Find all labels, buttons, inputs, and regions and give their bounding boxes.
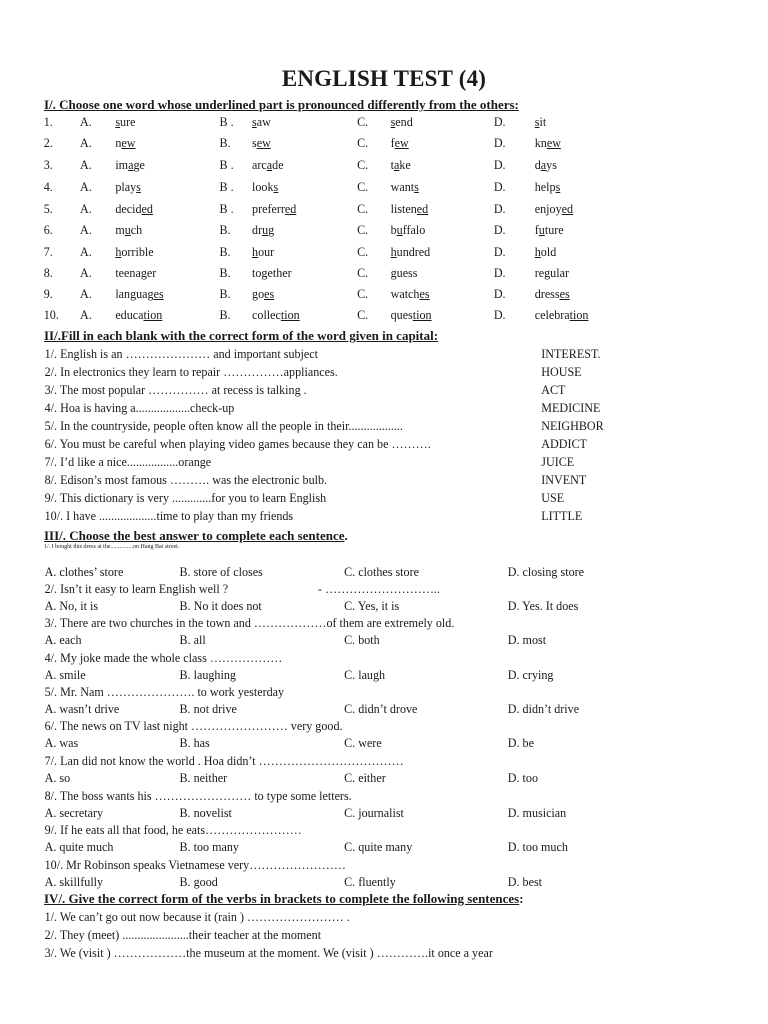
option-b — [252, 286, 274, 302]
fill-blank-row — [0, 454, 714, 472]
option-letter-b: B. — [219, 265, 231, 280]
word-part: ure — [120, 114, 136, 129]
answer-option: C. both — [344, 632, 380, 647]
question-number: 9. — [43, 286, 53, 301]
question-number: 1. — [43, 114, 53, 129]
word-part: decid — [115, 201, 142, 216]
option-letter-d: D. — [493, 244, 506, 259]
option-letter-a: A. — [79, 135, 92, 150]
answer-options — [0, 770, 714, 788]
word-part: dr — [252, 222, 263, 237]
option-c — [391, 135, 409, 151]
option-letter-b: B . — [219, 114, 234, 129]
option-letter-a: A. — [79, 201, 92, 216]
option-letter-a: A. — [79, 244, 92, 259]
underlined-sound: ew — [394, 135, 409, 150]
section1-heading: I/. Choose one word whose underlined part is pronounced differently from the others: — [44, 97, 519, 112]
underlined-sound: s — [136, 179, 141, 194]
capital-word: LITTLE — [541, 508, 583, 523]
word-part: together — [252, 265, 292, 280]
answer-option: C. fluently — [344, 874, 396, 889]
verb-sentence-row — [0, 909, 714, 927]
option-letter-b: B. — [219, 222, 231, 237]
option-letter-d: D. — [493, 201, 506, 216]
word-part: f — [534, 222, 539, 237]
answer-options — [0, 839, 714, 857]
option-a — [115, 179, 141, 195]
word-part: ke — [399, 157, 411, 172]
answer-option: B. novelist — [179, 805, 232, 820]
answer-options — [0, 667, 714, 685]
option-d — [535, 244, 557, 260]
fill-blank-row — [0, 508, 714, 526]
capital-word: USE — [541, 490, 565, 505]
underlined-sound: h — [115, 244, 122, 259]
question-row — [0, 286, 714, 304]
question-text-row — [0, 857, 714, 875]
question-number: 5. — [43, 201, 53, 216]
word-part: it — [539, 114, 547, 129]
question-number: 3. — [43, 157, 53, 172]
underlined-sound: a — [128, 157, 134, 172]
underlined-sound: ed — [284, 201, 297, 216]
sentence-text: 2/. In electronics they learn to repair ……………appliances. — [44, 364, 338, 379]
word-part: preferr — [252, 201, 285, 216]
option-b — [252, 307, 300, 323]
option-b — [252, 265, 292, 281]
word-part: languag — [115, 286, 154, 301]
option-letter-a: A. — [79, 265, 92, 280]
option-a — [115, 157, 145, 173]
option-letter-a: A. — [79, 114, 92, 129]
answer-option: C. journalist — [344, 805, 404, 820]
underlined-sound: ew — [546, 135, 561, 150]
underlined-sound: es — [559, 286, 570, 301]
question-text: 6/. The news on TV last night …………………… very good. — [44, 718, 343, 733]
answer-option: B. good — [179, 874, 218, 889]
question-text: 4/. My joke made the whole class ……………… — [44, 650, 283, 665]
underlined-sound: s — [534, 114, 540, 129]
question-text-row — [0, 718, 714, 736]
answer-option: D. too much — [507, 839, 568, 854]
sentence-text: 4/. Hoa is having a..................check-up — [44, 400, 235, 415]
question-text: 5/. Mr. Nam …………………. to work yesterday — [44, 684, 285, 699]
answer-options — [0, 564, 714, 582]
option-b — [252, 135, 271, 151]
page-title: ENGLISH TEST (4) — [281, 66, 487, 91]
question-row — [0, 265, 714, 283]
question-number: 10. — [43, 307, 59, 322]
option-d — [535, 307, 589, 323]
question-number: 8. — [43, 265, 53, 280]
question-row — [0, 244, 714, 262]
option-letter-b: B. — [219, 244, 231, 259]
question-text: 8/. The boss wants his …………………… to type some letters. — [44, 788, 352, 803]
option-letter-d: D. — [493, 307, 506, 322]
option-letter-d: D. — [493, 222, 506, 237]
question-text: 2/. Isn’t it easy to learn English well ? — [44, 581, 229, 596]
answer-option: C. were — [344, 735, 382, 750]
word-part: g — [268, 222, 275, 237]
word-part: orrible — [121, 244, 154, 259]
underlined-sound: s — [414, 179, 419, 194]
question-text-row — [0, 753, 714, 771]
option-c — [391, 179, 419, 195]
answer-option: B. No it does not — [179, 598, 262, 613]
answer-option: A. clothes’ store — [44, 564, 124, 579]
option-letter-d: D. — [493, 157, 506, 172]
option-a — [115, 265, 156, 281]
option-b — [252, 179, 278, 195]
sentence-text: 6/. You must be careful when playing video games because they can be ………. — [44, 436, 431, 451]
underlined-sound: ew — [121, 135, 136, 150]
underlined-sound: ed — [416, 201, 429, 216]
option-letter-b: B . — [219, 201, 234, 216]
word-part: educa — [115, 307, 144, 322]
option-c — [391, 157, 411, 173]
option-letter-c: C. — [357, 201, 369, 216]
capital-word: NEIGHBOR — [541, 418, 604, 433]
answer-option: B. all — [179, 632, 206, 647]
word-part: want — [390, 179, 415, 194]
answer-option: A. so — [44, 770, 71, 785]
option-c — [391, 286, 430, 302]
word-part: d — [534, 157, 541, 172]
answer-option: A. was — [44, 735, 79, 750]
option-b — [252, 114, 271, 130]
question-text: 9/. If he eats all that food, he eats…………………… — [44, 822, 302, 837]
underlined-sound: u — [124, 222, 131, 237]
underlined-sound: s — [252, 114, 257, 129]
section4-heading-tail: : — [519, 891, 524, 906]
word-part: play — [115, 179, 137, 194]
option-b — [252, 157, 284, 173]
option-letter-d: D. — [493, 179, 506, 194]
question-text-row — [0, 822, 714, 840]
answer-option: B. too many — [179, 839, 239, 854]
underlined-sound: es — [153, 286, 164, 301]
word-part: arc — [252, 157, 267, 172]
answer-option: B. neither — [179, 770, 228, 785]
fill-blank-row — [0, 472, 714, 490]
option-letter-d: D. — [493, 286, 506, 301]
option-d — [535, 179, 561, 195]
question-row — [0, 135, 714, 153]
sentence-text: 3/. We (visit ) ………………the museum at the moment. We (visit ) ………….it once a year — [44, 945, 493, 960]
sentence-text: 9/. This dictionary is very .............for you to learn English — [44, 490, 327, 505]
word-part: t — [390, 157, 394, 172]
option-a — [115, 135, 135, 151]
underlined-sound: es — [419, 286, 430, 301]
option-letter-c: C. — [357, 114, 369, 129]
fill-blank-row — [0, 418, 714, 436]
question-number: 2. — [43, 135, 53, 150]
answer-option: A. No, it is — [44, 598, 99, 613]
word-part: end — [395, 114, 413, 129]
fill-blank-row — [0, 436, 714, 454]
q1-text: 1/. I bought this dress at the...............on Hang Bai street. — [44, 544, 180, 550]
verb-sentence-row — [0, 927, 714, 945]
answer-option: C. either — [344, 770, 386, 785]
fill-blank-row — [0, 364, 714, 382]
word-part: collec — [252, 307, 281, 322]
answer-option: A. quite much — [44, 839, 114, 854]
answer-option: C. clothes store — [344, 564, 419, 579]
word-part: old — [540, 244, 557, 259]
question-row — [0, 157, 714, 175]
answer-option: D. closing store — [507, 564, 585, 579]
word-part: help — [534, 179, 556, 194]
option-letter-c: C. — [357, 222, 369, 237]
option-letter-c: C. — [357, 157, 369, 172]
option-letter-b: B. — [219, 135, 231, 150]
option-d — [535, 222, 564, 238]
section3-heading-tail: . — [344, 528, 348, 543]
word-part: im — [115, 157, 129, 172]
underlined-sound: s — [390, 114, 396, 129]
option-a — [115, 286, 163, 302]
underlined-sound: es — [264, 286, 275, 301]
option-b — [252, 222, 274, 238]
answer-options — [0, 632, 714, 650]
option-letter-c: C. — [357, 135, 369, 150]
option-letter-a: A. — [79, 307, 92, 322]
answer-options — [0, 701, 714, 719]
word-part: de — [272, 157, 284, 172]
word-part: m — [115, 222, 125, 237]
question-text-row — [0, 684, 714, 702]
word-part: our — [258, 244, 275, 259]
option-a — [115, 222, 142, 238]
answer-option: C. didn’t drove — [344, 701, 418, 716]
underlined-sound: a — [540, 157, 547, 172]
underlined-sound: s — [555, 179, 561, 194]
word-part: ge — [133, 157, 145, 172]
option-letter-c: C. — [357, 265, 369, 280]
option-d — [535, 286, 570, 302]
option-letter-a: A. — [79, 286, 92, 301]
word-part: ch — [130, 222, 143, 237]
word-part: guess — [390, 265, 418, 280]
underlined-sound: h — [534, 244, 541, 259]
answer-options — [0, 874, 714, 892]
underlined-sound: tion — [412, 307, 432, 322]
question-text-row — [0, 581, 714, 599]
fill-blank-row — [0, 346, 714, 364]
underlined-sound: tion — [280, 307, 300, 322]
word-part: kn — [534, 135, 547, 150]
word-part: f — [390, 135, 395, 150]
section2-heading: II/.Fill in each blank with the correct form of the word given in capital: — [44, 328, 439, 343]
answer-option: D. musician — [507, 805, 567, 820]
option-a — [115, 114, 135, 130]
word-part: undred — [396, 244, 431, 259]
answer-option: D. didn’t drive — [507, 701, 580, 716]
word-part: ys — [546, 157, 557, 172]
answer-option: A. wasn’t drive — [44, 701, 120, 716]
question-row — [0, 114, 714, 132]
option-letter-d: D. — [493, 135, 506, 150]
underlined-sound: tion — [569, 307, 589, 322]
question-number: 7. — [43, 244, 53, 259]
question-text: 3/. There are two churches in the town and ………………of them are extremely old. — [44, 615, 455, 630]
option-b — [252, 201, 296, 217]
option-a — [115, 244, 153, 260]
fill-blank-row — [0, 400, 714, 418]
underlined-sound: s — [273, 179, 279, 194]
underlined-sound: tion — [143, 307, 163, 322]
answer-option: A. smile — [44, 667, 86, 682]
word-part: celebra — [534, 307, 570, 322]
option-letter-c: C. — [357, 244, 369, 259]
option-letter-a: A. — [79, 179, 92, 194]
option-letter-c: C. — [357, 179, 369, 194]
word-part: look — [252, 179, 274, 194]
fill-blank-row — [0, 382, 714, 400]
sentence-text: 2/. They (meet) ......................their teacher at the moment — [44, 927, 322, 942]
underlined-sound: a — [393, 157, 400, 172]
answer-option: A. secretary — [44, 805, 104, 820]
option-c — [391, 201, 429, 217]
word-part: listen — [390, 201, 417, 216]
option-letter-b: B. — [219, 307, 231, 322]
capital-word: MEDICINE — [541, 400, 601, 415]
capital-word: ADDICT — [541, 436, 587, 451]
option-c — [391, 265, 418, 281]
question-row — [0, 179, 714, 197]
option-c — [391, 114, 413, 130]
question-text-row — [0, 650, 714, 668]
underlined-sound: u — [396, 222, 403, 237]
answer-option: B. store of closes — [179, 564, 263, 579]
option-letter-d: D. — [493, 114, 506, 129]
section4-heading-text: IV/. Give the correct form of the verbs in brackets to complete the following sentences — [44, 891, 520, 906]
answer-option: D. Yes. It does — [507, 598, 579, 613]
answer-option: B. laughing — [179, 667, 236, 682]
word-part: enjoy — [534, 201, 562, 216]
word-part: n — [115, 135, 122, 150]
capital-word: INVENT — [541, 472, 587, 487]
option-letter-c: C. — [357, 286, 369, 301]
question-text-row — [0, 788, 714, 806]
section4-heading — [44, 891, 524, 907]
sentence-text: 7/. I’d like a nice.................orange — [44, 454, 212, 469]
sentence-text: 1/. We can’t go out now because it (rain ) …………………… . — [44, 909, 350, 924]
option-d — [535, 114, 546, 130]
question-number: 4. — [43, 179, 53, 194]
answer-blank: - ……………………….. — [318, 581, 440, 596]
answer-option: A. skillfully — [44, 874, 104, 889]
answer-option: D. best — [507, 874, 543, 889]
word-part: go — [252, 286, 265, 301]
underlined-sound: h — [390, 244, 397, 259]
sentence-text: 8/. Edison’s most famous ………. was the electronic bulb. — [44, 472, 328, 487]
option-letter-b: B . — [219, 179, 234, 194]
underlined-sound: ew — [256, 135, 271, 150]
answer-option: C. quite many — [344, 839, 413, 854]
capital-word: ACT — [541, 382, 566, 397]
option-c — [391, 244, 431, 260]
answer-options — [0, 598, 714, 616]
question-text-row — [0, 615, 714, 633]
capital-word: JUICE — [541, 454, 575, 469]
word-part: ffalo — [402, 222, 426, 237]
option-d — [535, 265, 569, 281]
option-letter-d: D. — [493, 265, 506, 280]
option-d — [535, 135, 561, 151]
word-part: b — [390, 222, 397, 237]
option-letter-b: B . — [219, 157, 234, 172]
answer-option: D. crying — [507, 667, 554, 682]
option-c — [391, 222, 426, 238]
capital-word: INTEREST. — [541, 346, 601, 361]
answer-option: D. most — [507, 632, 547, 647]
answer-option: D. too — [507, 770, 539, 785]
sentence-text: 1/. English is an ………………… and important subject — [44, 346, 318, 361]
section3-heading — [44, 528, 348, 544]
verb-sentence-row — [0, 945, 714, 963]
question-row — [0, 307, 714, 325]
capital-word: HOUSE — [541, 364, 582, 379]
word-part: regular — [534, 265, 569, 280]
option-a — [115, 201, 153, 217]
answer-option: B. not drive — [179, 701, 237, 716]
word-part: watch — [390, 286, 420, 301]
question-text: 10/. Mr Robinson speaks Vietnamese very…………………… — [44, 857, 346, 872]
question-row — [0, 222, 714, 240]
question-text: 7/. Lan did not know the world . Hoa didn’t ……………………………… — [44, 753, 404, 768]
word-part: ture — [544, 222, 564, 237]
option-d — [535, 201, 573, 217]
underlined-sound: ed — [141, 201, 153, 216]
option-a — [115, 307, 162, 323]
underlined-sound: a — [266, 157, 273, 172]
underlined-sound: ed — [561, 201, 574, 216]
sentence-text: 10/. I have ...................time to play than my friends — [44, 508, 294, 523]
answer-option: C. Yes, it is — [344, 598, 400, 613]
word-part: teenager — [115, 265, 157, 280]
answer-option: A. each — [44, 632, 82, 647]
underlined-sound: s — [115, 114, 121, 129]
word-part: dress — [534, 286, 560, 301]
option-b — [252, 244, 274, 260]
option-c — [391, 307, 432, 323]
word-part: s — [252, 135, 257, 150]
word-part: aw — [256, 114, 271, 129]
sentence-text: 5/. In the countryside, people often know all the people in their.................. — [44, 418, 403, 433]
answer-option: B. has — [179, 735, 210, 750]
word-part: ques — [390, 307, 413, 322]
answer-option: D. be — [507, 735, 534, 750]
option-letter-a: A. — [79, 222, 92, 237]
fill-blank-row — [0, 490, 714, 508]
answer-option: C. laugh — [344, 667, 386, 682]
answer-options — [0, 805, 714, 823]
section3-heading-text: III/. Choose the best answer to complete each sentence — [44, 528, 345, 543]
question-row — [0, 201, 714, 219]
option-letter-b: B. — [219, 286, 231, 301]
sentence-text: 3/. The most popular …………… at recess is talking . — [44, 382, 307, 397]
underlined-sound: u — [538, 222, 545, 237]
underlined-sound: u — [262, 222, 269, 237]
option-d — [535, 157, 557, 173]
option-letter-a: A. — [79, 157, 92, 172]
question-number: 6. — [43, 222, 53, 237]
answer-options — [0, 735, 714, 753]
underlined-sound: h — [252, 244, 259, 259]
option-letter-c: C. — [357, 307, 369, 322]
